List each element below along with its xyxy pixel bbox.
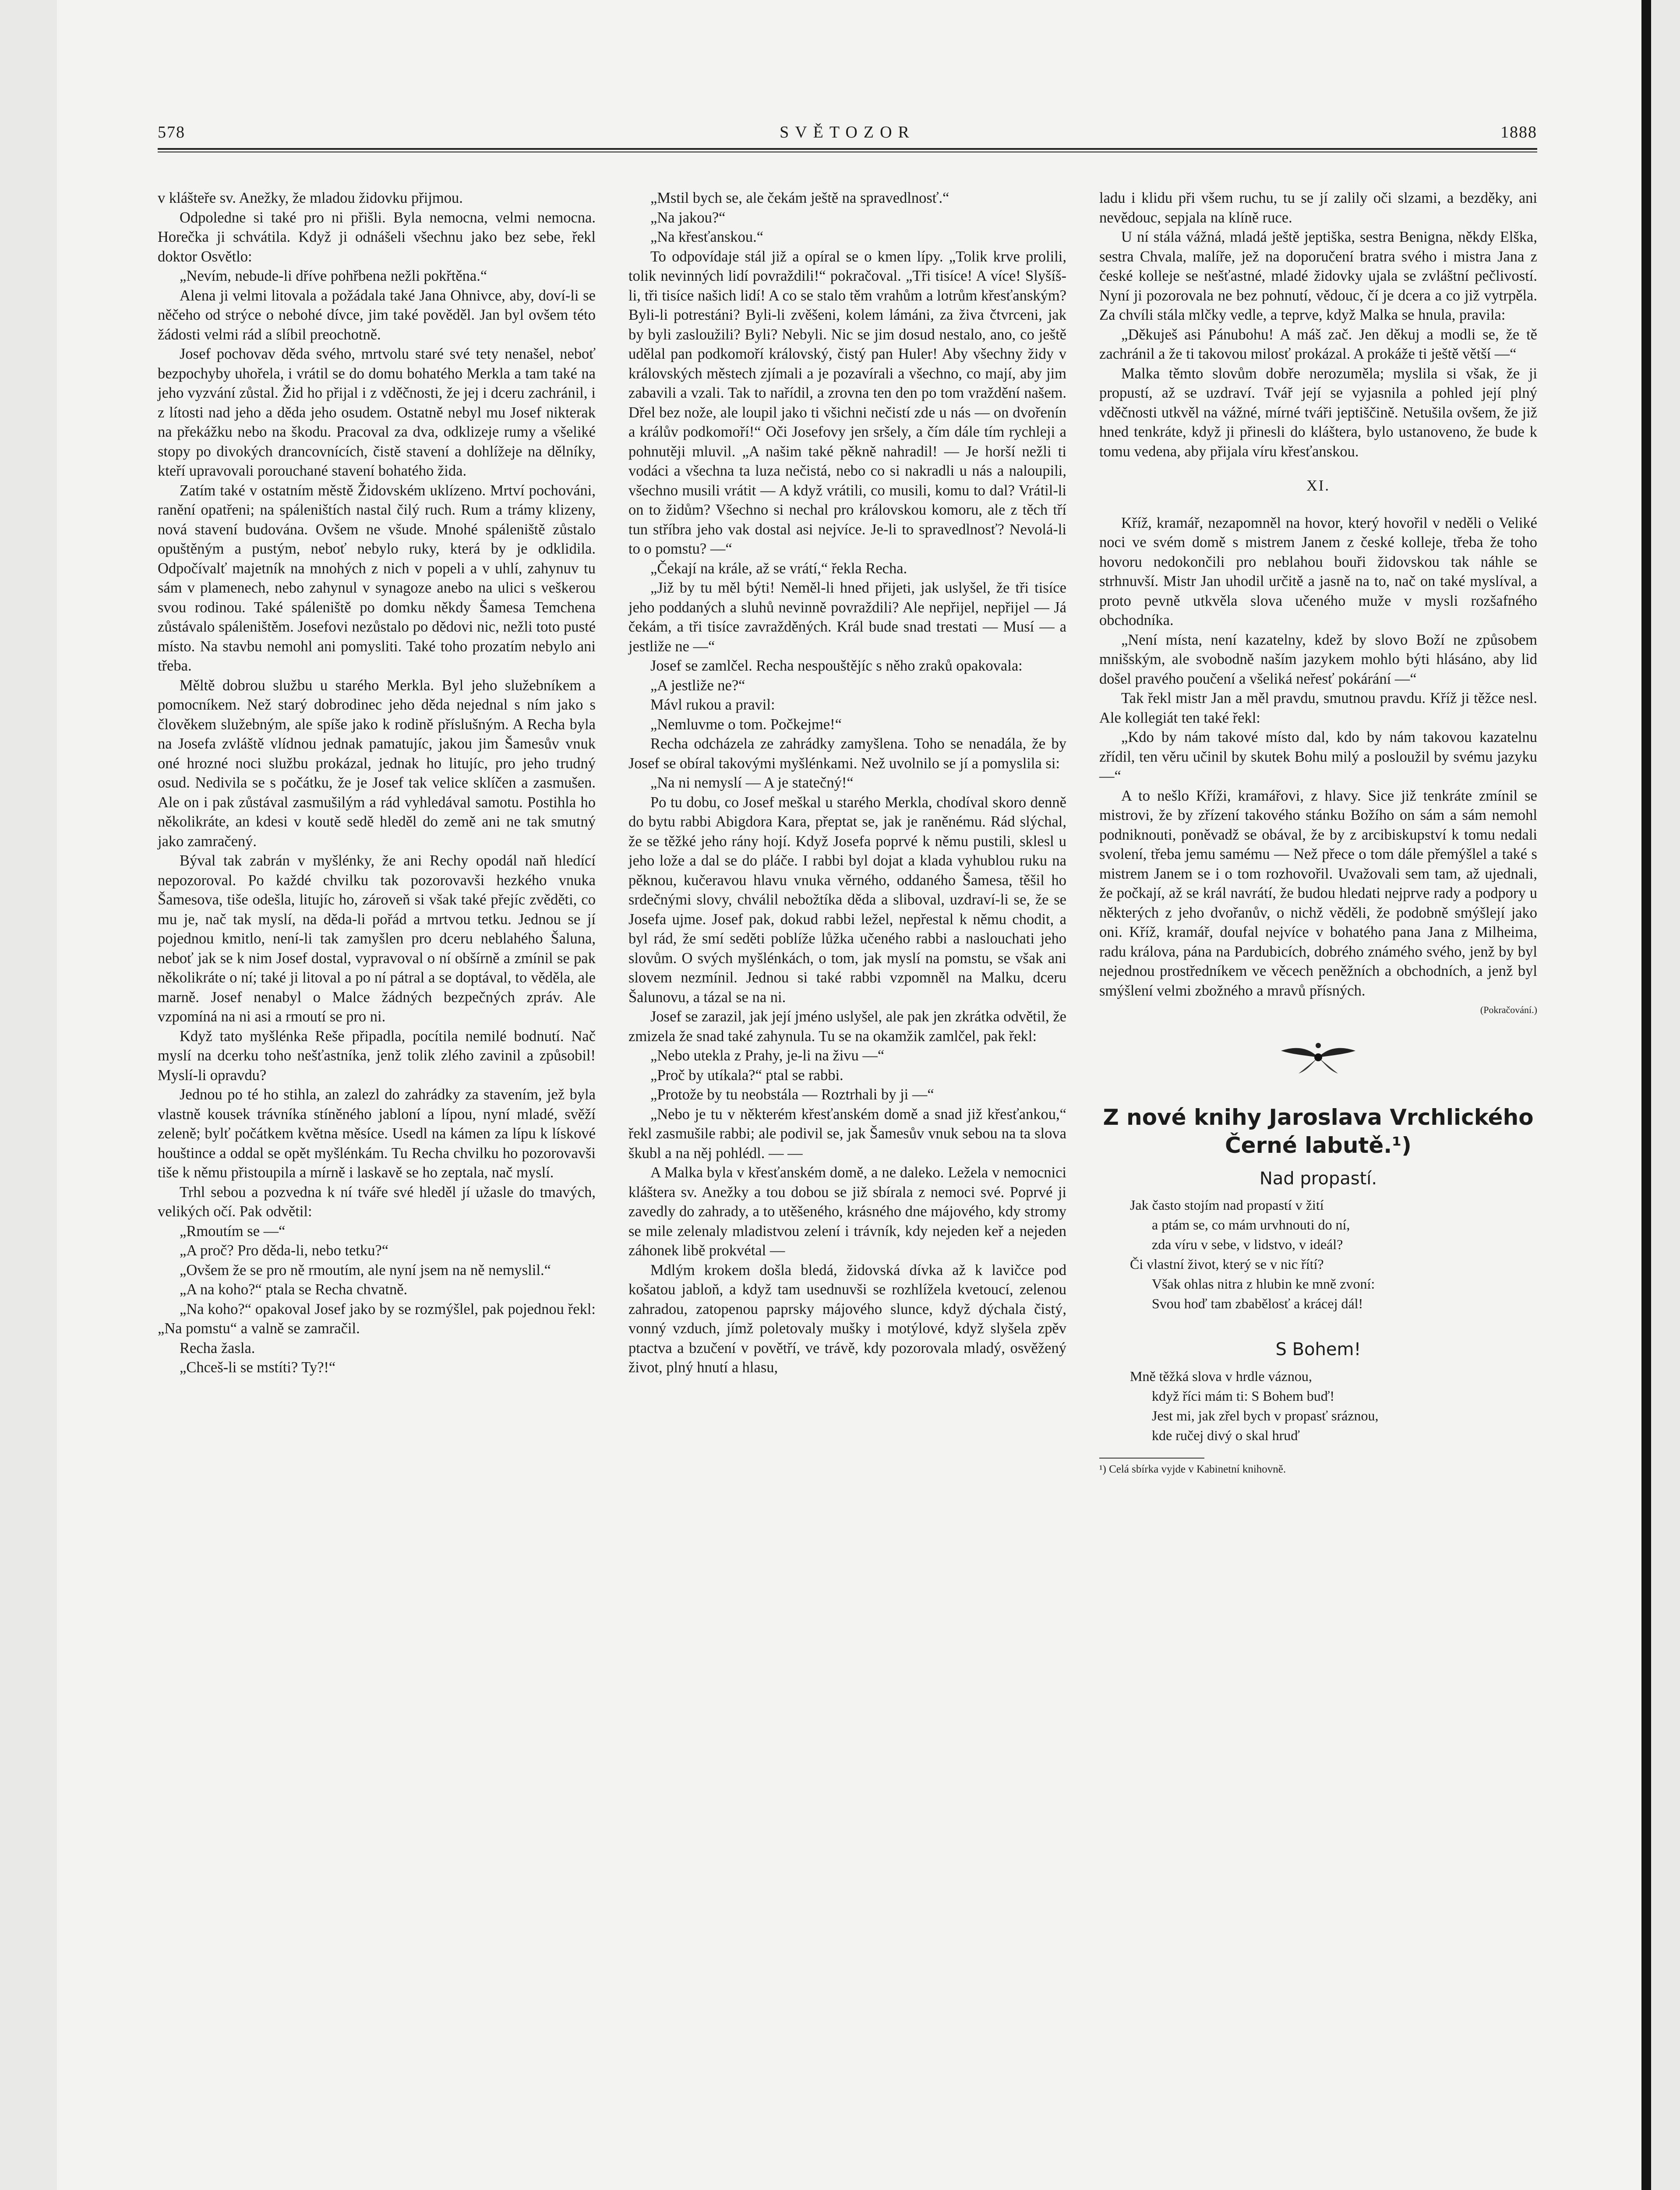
- magazine-title: SVĚTOZOR: [780, 123, 915, 141]
- paragraph: Odpoledne si také pro ni přišli. Byla nemocna, velmi nemocna. Horečka ji schvátila. Když ji odnášeli všechnu jako bez sebe, řekl doktor Osvětlo:: [158, 209, 596, 265]
- paragraph: Trhl sebou a pozvedna k ní tváře své hleděl jí užasle do tmavých, velikých očí. Pak odvětil:: [158, 1183, 596, 1220]
- paragraph: „A na koho?“ ptala se Recha chvatně.: [180, 1281, 408, 1298]
- paragraph: Tak řekl mistr Jan a měl pravdu, smutnou pravdu. Kříž ji těžce nesl. Ale kollegiát ten také řekl:: [1099, 690, 1537, 726]
- paragraph: Měltě dobrou službu u starého Merkla. Byl jeho služebníkem a pomocníkem. Než starý dobrodinec jeho děda nejednal s ním jako s člověkem služebným, ale spíše jako k rodině příslušným. A Recha byla na Josefa zvláště vlídnou jednak pamatujíc, jakou jim Šamesův vnuk oné hrozné noci službu prokázal, jednak ho litujíc, pro jeho trudný osud. Nedivila se s počátku, že je Josef tak velice sklíčen a zasmušen. Ale on i pak zůstával zasmušilým a rád vyhledával samotu. Postihla ho několikráte, an kdesi v koutě sedě hleděl do země ani ne tak smutný jako zamračený.: [158, 677, 596, 850]
- paragraph: Recha odcházela ze zahrádky zamyšlena. Toho se nenadála, že by Josef se obíral takovými myšlénkami. Než uvolnilo se jí a pomyslila si:: [628, 735, 1066, 772]
- paragraph: Po tu dobu, co Josef meškal u starého Merkla, chodíval skoro denně do bytu rabbi Abigdora Kara, přeptat se, jak je raněnému. Rád slýchal, že se těžké jeho rány hojí. Když Josefa poprvé k němu pustili, sklesl u jeho lože a dal se do pláče. I rabbi byl dojat a klada vyhublou ruku na pěknou, kučeravou hlavu vnuka věrného, oddaného Šamesa, těšil ho srdečnými slovy, chválil nebožtíka děda a sliboval, uzdraví-li se, že se Josefa ujme. Josef pak, dokud rabbi ležel, nepřestal k němu chodit, a byl rád, že smí seděti poblíže lůžka učeného rabbi a naslouchati jeho slovům. O svých myšlénkách, o tom, jak myslí na pomstu, se však ani slovem nezmínil. Jednou si také rabbi vzpomněl na Malku, dceru Šalunovu, a tázal se na ni.: [628, 794, 1066, 1006]
- paragraph: A Malka byla v křesťanském domě, a ne daleko. Ležela v nemocnici kláštera sv. Anežky a tou dobou se již sbírala z nemoci své. Poprvé ji zavedly do zahrady, a to utěšeného, krásného dne májového, kdy stromy se mile zelenaly mladistvou zelení i trávník, kdy nejeden keř a nejeden záhonek libě prokvétal —: [628, 1164, 1066, 1259]
- paragraph: „A proč? Pro děda-li, nebo tetku?“: [180, 1242, 389, 1259]
- paragraph: Josef se zarazil, jak její jméno uslyšel, ale pak jen zkrátka odvětil, že zmizela že snad také zahynula. Tu se na okamžik zamlčel, pak řekl:: [628, 1008, 1066, 1045]
- paragraph: „Na jakou?“: [650, 209, 726, 226]
- poem-line: Či vlastní život, který se v nic řítí?: [1130, 1256, 1324, 1272]
- paragraph: „Kdo by nám takové místo dal, kdo by nám takovou kazatelnu zřídil, ten věru učinil by skutek Bohu milý a posloužil by svému jazyku —“: [1099, 729, 1537, 784]
- poem-line: když říci mám ti: S Bohem buď!: [1152, 1388, 1335, 1404]
- paragraph: „Mstil bych se, ale čekám ještě na spravedlnosť.“: [650, 190, 949, 206]
- paragraph: „Na koho?“ opakoval Josef jako by se rozmýšlel, pak pojednou řekl: „Na pomstu“ a valně se zamračil.: [158, 1300, 596, 1337]
- poem-line: zda víru v sebe, v lidstvo, v ideál?: [1152, 1236, 1343, 1252]
- paragraph: „A jestliže ne?“: [650, 677, 745, 694]
- paragraph: Josef pochovav děda svého, mrtvolu staré své tety nenašel, neboť bezpochyby uhořela, i vrátil se do domu bohatého Merkla a tam také na jeho vyzvání zůstal. Žid ho přijal i z vděčnosti, že jej i dceru zachránil, i z lítosti nad jeho a děda jeho osudem. Ostatně nebyl mu Josef nikterak na překážku nebo na škodu. Pracoval za dva, odklizeje rumy a všeliké stopy po divokých drancovnících, čistě stavení a dohlížeje na dělníky, kteří upravovali porouchané stavení bohatého žida.: [158, 346, 596, 479]
- paragraph: „Proč by utíkala?“ ptal se rabbi.: [650, 1067, 844, 1084]
- paragraph: Recha žasla.: [180, 1339, 255, 1356]
- year: 1888: [1500, 123, 1537, 141]
- poem-line: Mně těžká slova v hrdle váznou,: [1130, 1368, 1312, 1384]
- paragraph: „Na křesťanskou.“: [650, 229, 764, 245]
- poem-line: Svou hoď tam zbabělosť a krácej dál!: [1152, 1296, 1363, 1311]
- paragraph: „Ovšem že se pro ně rmoutím, ale nyní jsem na ně nemyslil.“: [180, 1261, 551, 1279]
- footnote: ¹) Celá sbírka vyjde v Kabinetní knihovně.: [1099, 1463, 1286, 1475]
- paragraph: v klášteře sv. Anežky, že mladou židovku přijmou.: [158, 190, 463, 206]
- paragraph: Alena ji velmi litovala a požádala také Jana Ohnivce, aby, doví-li se něčeho od strýce o nebohé dívce, jim také pověděl. Jan byl ovšem této žádosti velmi rád a slíbil preochotně.: [158, 287, 596, 343]
- paragraph: Mávl rukou a pravil:: [650, 696, 775, 713]
- paragraph: Jednou po té ho stihla, an zalezl do zahrádky za stavením, jež byla vlastně kousek trávníka stíněného jabloní a lípou, nyní mladé, svěží zeleně; bylť počátkem května měsíce. Usedl na kámen za lípu k lískové houštince a oddal se opět myšlénkám. Tu Recha chvilku ho pozorovavši tiše k němu přistoupila a mírně i laskavě se ho zeptala, nač myslí.: [158, 1086, 596, 1181]
- poem-collection-title: Z nové knihy Jaroslava Vrchlického Černé labutě.¹): [1103, 1104, 1534, 1158]
- paragraph: „Není místa, není kazatelny, kdež by slovo Boží ne způsobem mnišským, ale svobodně naším jazykem mohlo býti hlásáno, aby lid došel pravého poučení a všeliká neřesť pokárání —“: [1099, 631, 1537, 687]
- paragraph: „Nevím, nebude-li dříve pohřbena nežli pokřtěna.“: [180, 268, 487, 284]
- paragraph: Býval tak zabrán v myšlénky, že ani Rechy opodál naň hledící nepozoroval. Po každé chvilku tak pozorovavši hezkého vnuka Šamesova, tiše odešla, litujíc ho, zároveň si však také přejíc zvěděti, co mu je, nač tak myslí, na děda-li pořád a mrtvou tetku. Jednou se jí pojednou kmitlo, není-li tak zamyšlen pro dceru neblahého Šaluna, neboť jak se k nim Josef dostal, vypravoval o ní obšírně a zmínil se pak několikráte o ní; také ji litoval a po ní pátral a se doptával, to věděla, ale marně. Josef nenabyl o Malce žádných bezpečných zpráv. Ale vzpomíná na ni asi a rmoutí se pro ni.: [158, 852, 596, 1025]
- poem-line: kde ručej divý o skal hruď: [1152, 1427, 1300, 1443]
- paragraph: „Chceš-li se mstíti? Ty?!“: [180, 1359, 336, 1376]
- paragraph: „Již by tu měl býti! Neměl-li hned přijeti, jak uslyšel, že tři tisíce jeho poddaných a sluhů nevinně povraždili? Ale nepřijel, nepřijel — Já čekám, a tři tisíce zavražděných. Král bude snad trestati — Musí — a jestliže ne —“: [628, 579, 1066, 655]
- paragraph: U ní stála vážná, mladá ještě jeptiška, sestra Benigna, někdy Elška, sestra Chvala, malíře, jež na doporučení bratra svého i mistra Jana z české kolleje se nešťastné, mladé židovky ujala se zvláštní pečlivostí. Nyní ji pozorovala ne bez pohnutí, vědouc, čí je dcera a co již vytrpěla. Za chvíli stála mlčky vedle, a teprve, když Malka se hnula, pravila:: [1099, 229, 1537, 323]
- page-number: 578: [158, 123, 185, 141]
- paragraph: „Nebo je tu v některém křesťanském domě a snad již křesťankou,“ řekl zasmušile rabbi; ale podivil se, jak Šamesův vnuk sebou na ta slova škubl a na něj pohlédl. — —: [628, 1106, 1066, 1162]
- poem-line: a ptám se, co mám urvhnouti do ní,: [1152, 1217, 1350, 1233]
- poem-line: Jak často stojím nad propastí v žití: [1130, 1197, 1324, 1213]
- paragraph: „Děkuješ asi Pánubohu! A máš zač. Jen děkuj a modli se, že tě zachránil a že ti takovou milosť prokázal. A prokáže ti ještě větší —“: [1099, 326, 1537, 362]
- paragraph: Malka těmto slovům dobře nerozuměla; myslila si však, že ji propustí, až se uzdraví. Tvář její se vyjasnila a pohled její plný vděčnosti utkvěl na vážné, mírné tváři jeptiščině. Netušila ovšem, že již hned tenkráte, když ji přinesli do kláštera, bylo ustanoveno, že bude k tomu vedena, aby přijala víru křesťanskou.: [1099, 365, 1537, 460]
- footnote-rule: [1099, 1458, 1204, 1459]
- paragraph: Mdlým krokem došla bledá, židovská dívka až k lavičce pod košatou jabloň, a když tam usednuvši se rozhlížela kvetoucí, zelenou zahradou, zatopenou paprsky májového slunce, když dýchala čistý, vonný vzduch, jímž poletovaly mušky i motýlové, když slyšela zpěv ptactva a bzučení v povětří, ve trávě, kdy pozorovala mladý, osvěžený život, plný hnutí a hlasu,: [628, 1261, 1066, 1376]
- column-3: [1099, 188, 1537, 1477]
- paragraph: Josef se zamlčel. Recha nespouštějíc s něho zraků opakovala:: [650, 657, 1023, 674]
- paragraph: Kříž, kramář, nezapomněl na hovor, který hovořil v neděli o Veliké noci ve svém domě s mistrem Janem z české kolleje, třeba že toho hovoru nedokončili pro neblahou bouři židovskou tak náhle se strhnuvší. Mistr Jan uhodil určitě a jasně na to, nač on také myslíval, a proto pevně utkvěla slova učeného muže v mysli rozšafného obchodníka.: [1099, 514, 1537, 629]
- poem-stanza: [1130, 1367, 1537, 1445]
- paragraph: „Čekají na krále, až se vrátí,“ řekla Recha.: [650, 560, 907, 577]
- continued-note: (Pokračování.): [1480, 1004, 1537, 1015]
- paragraph: ladu i klidu při všem ruchu, tu se jí zalily oči slzami, a bezděky, ani nevědouc, sepjala na klíně ruce.: [1099, 190, 1537, 226]
- floral-ornament-icon: [1272, 1038, 1364, 1077]
- column-1: [158, 188, 596, 1378]
- poem-title: S Bohem!: [1275, 1339, 1361, 1360]
- page-header: [158, 123, 1537, 149]
- paragraph: „Nebo utekla z Prahy, je-li na živu —“: [650, 1047, 885, 1064]
- poem-title: Nad propastí.: [1259, 1168, 1377, 1189]
- paragraph: Když tato myšlénka Reše připadla, pocítila nemilé bodnutí. Nač myslí na dcerku toho nešťastníka, jenž tolik zlého zavinil a způsobil! Myslí-li opravdu?: [158, 1028, 596, 1084]
- column-2: [628, 188, 1066, 1378]
- header-rule: [158, 148, 1537, 150]
- paragraph: Zatím také v ostatním městě Židovském uklízeno. Mrtví pochováni, ranění opatřeni; na spáleništích nastal čilý ruch. Rum a trámy klizeny, nová stavení budována. Ovšem ne všude. Mnohé spáleniště zůstalo opuštěným a pustým, neboť nebylo ruky, která by je odklidila. Odpočívalť majetník na mnohých z nich v popeli a v uhlí, zahynuv tu sám v plamenech, nebo zahynul v synagoze anebo na ulici s veškerou svou rodinou. Také spáleniště po domku někdy Šamesa Temchena zůstávalo spáleništěm. Josefovi nezůstalo po dědovi nic, nežli toto pusté místo. Na stavbu nemohl ani pomysliti. Také toho prozatím nebylo ani třeba.: [158, 482, 596, 674]
- paragraph: „Nemluvme o tom. Počkejme!“: [650, 716, 842, 733]
- paragraph: „Rmoutím se —“: [180, 1222, 286, 1240]
- paragraph: „Na ni nemyslí — A je statečný!“: [650, 774, 854, 791]
- section-heading: XI.: [1306, 477, 1331, 494]
- poem-line: Však ohlas nitra z hlubin ke mně zvoní:: [1152, 1276, 1375, 1292]
- poem-stanza: [1130, 1195, 1537, 1314]
- paragraph: To odpovídaje stál již a opíral se o kmen lípy. „Tolik krve prolili, tolik nevinných lidí povraždili!“ pokračoval. „Tři tisíce! A více! Slyšíš-li, tři tisíce našich lidí! A co se stalo těm vrahům a lotrům křesťanským? Byli-li potrestáni? Byli-li zvěšeni, kolem lámáni, za živa čtvrceni, jak by byli zasloužili? Byli? Nebyli. Nic se jim dosud nestalo, ano, co ještě udělal pan podkomoří královský, čistý pan Huler! Aby všechny židy v královských městech zjímali a je pozavírali a všechno, co mají, aby jim zabavili a vzali. Tak to nařídil, a zrovna ten den po tom vraždění našem. Dřel bez nože, ale loupil jako ti všichni nečistí zde u nás — on dvořenín a králův podkomoří!“ Oči Josefovy jen sršely, a čím dále tím rychleji a pohnutěji mluvil. „A našim také pěkně nahradil! — Je horší nežli ti vodáci a všechna ta luza nečistá, nebo co si nakradli u nás a naloupili, všechno musili vrátit — A když vrátili, co musili, komu to dal? Vrátil-li on to židům? Všechno si nechal pro královskou komoru, ale z těch tří tun stříbra jeho vak dostal asi nejvíce. Je-li to spravedlnosť? Nevolá-li to o pomstu? —“: [628, 248, 1066, 557]
- poem-line: Jest mi, jak zřel bych v propasť sráznou,: [1152, 1407, 1379, 1424]
- paragraph: A to nešlo Kříži, kramářovi, z hlavy. Sice již tenkráte zmínil se mistrovi, že by zřízení takového stánku Božího on sám a sám nemohl podniknouti, poněvadž se obával, že by z arcibiskupství k tomu nedali svolení, třeba jemu samému — Než přece o tom dále přemýšlel a také s mistrem Janem se i o tom rozhovořil. Uvažovali sem tam, až ujednali, že počkají, až se král navrátí, že budou hledati nejprve rady a podpory u některých z jeho dvořanův, o nichž věděli, že podobně smýšlejí jako oni. Kříž, kramář, doufal nejvíce v bohatého pana Jana z Milheima, radu králova, pána na Pardubicích, dobrého známého svého, jenž by byl nejednou prostředníkem ve věcech peněžních a obchodních, a jenž byl smýšlení velmi zbožného a mravů přísných.: [1099, 787, 1537, 999]
- paragraph: „Protože by tu neobstála — Roztrhali by ji —“: [650, 1086, 934, 1103]
- page-spine-edge: [1641, 0, 1651, 2190]
